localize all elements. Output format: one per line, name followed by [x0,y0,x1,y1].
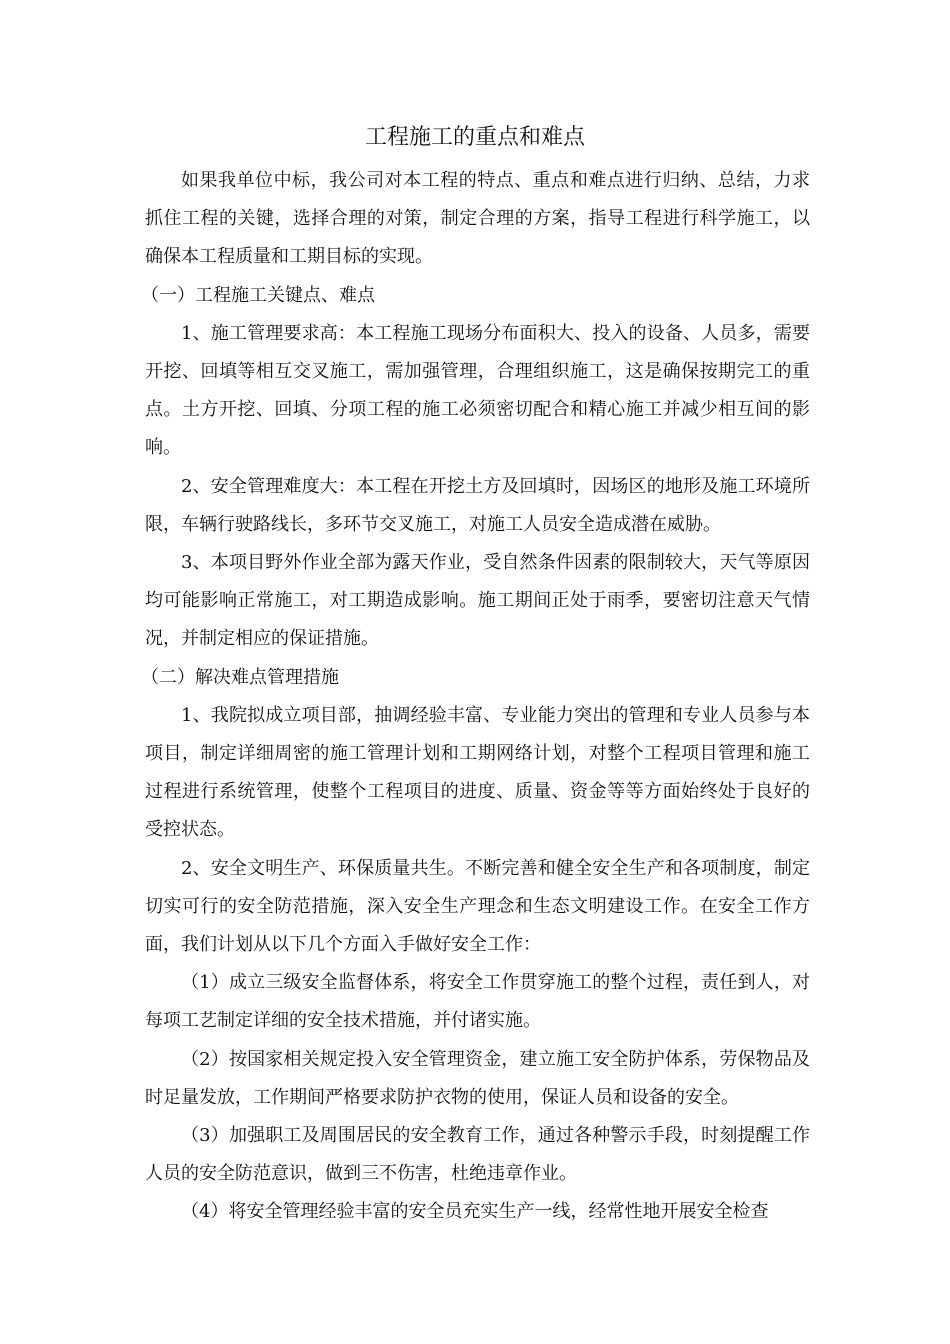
document-title: 工程施工的重点和难点 [364,125,585,150]
sub-item-4: （4）将安全管理经验丰富的安全员充实生产一线，经常性地开展安全检查 [181,1201,769,1223]
paragraph-measure-1: 1、我院拟成立项目部，抽调经验丰富、专业能力突出的管理和专业人员参与本项目，制定详细周密的施工管理计划和工期网络计划，对整个工程项目管理和施工过程进行系统管理，使整个工程项目的进度、质量、资金等等方面始终处于良好的受控状态。 [145,704,810,841]
document-body [141,162,810,1232]
sub-item-3: （3）加强职工及周围居民的安全教育工作，通过各种警示手段，时刻提醒工作人员的安全防范意识，做到三不伤害，杜绝违章作业。 [145,1125,810,1185]
intro-paragraph: 如果我单位中标，我公司对本工程的特点、重点和难点进行归纳、总结，力求抓住工程的关键，选择合理的对策，制定合理的方案，指导工程进行科学施工，以确保本工程质量和工期目标的实现。 [145,170,810,268]
sub-item-2: （2）按国家相关规定投入安全管理资金，建立施工安全防护体系，劳保物品及时足量发放，工作期间严格要求防护衣物的使用，保证人员和设备的安全。 [145,1048,810,1108]
paragraph-item-1: 1、施工管理要求高：本工程施工现场分布面积大、投入的设备、人员多，需要开挖、回填等相互交叉施工，需加强管理，合理组织施工，这是确保按期完工的重点。土方开挖、回填、分项工程的施工必须密切配合和精心施工并减少相互间的影响。 [145,322,810,459]
section-heading-2: （二）解决难点管理措施 [141,666,339,688]
sub-item-1: （1）成立三级安全监督体系，将安全工作贯穿施工的整个过程，责任到人，对每项工艺制定详细的安全技术措施，并付诸实施。 [145,972,810,1032]
paragraph-item-2: 2、安全管理难度大：本工程在开挖土方及回填时，因场区的地形及施工环境所限，车辆行驶路线长，多环节交叉施工，对施工人员安全造成潜在威胁。 [145,475,810,535]
paragraph-measure-2: 2、安全文明生产、环保质量共生。不断完善和健全安全生产和各项制度，制定切实可行的安全防范措施，深入安全生产理念和生态文明建设工作。在安全工作方面，我们计划从以下几个方面入手做好安全工作： [145,857,810,956]
paragraph-item-3: 3、本项目野外作业全部为露天作业，受自然条件因素的限制较大，天气等原因均可能影响正常施工，对工期造成影响。施工期间正处于雨季，要密切注意天气情况，并制定相应的保证措施。 [145,552,810,650]
section-heading-1: （一）工程施工关键点、难点 [141,284,375,306]
